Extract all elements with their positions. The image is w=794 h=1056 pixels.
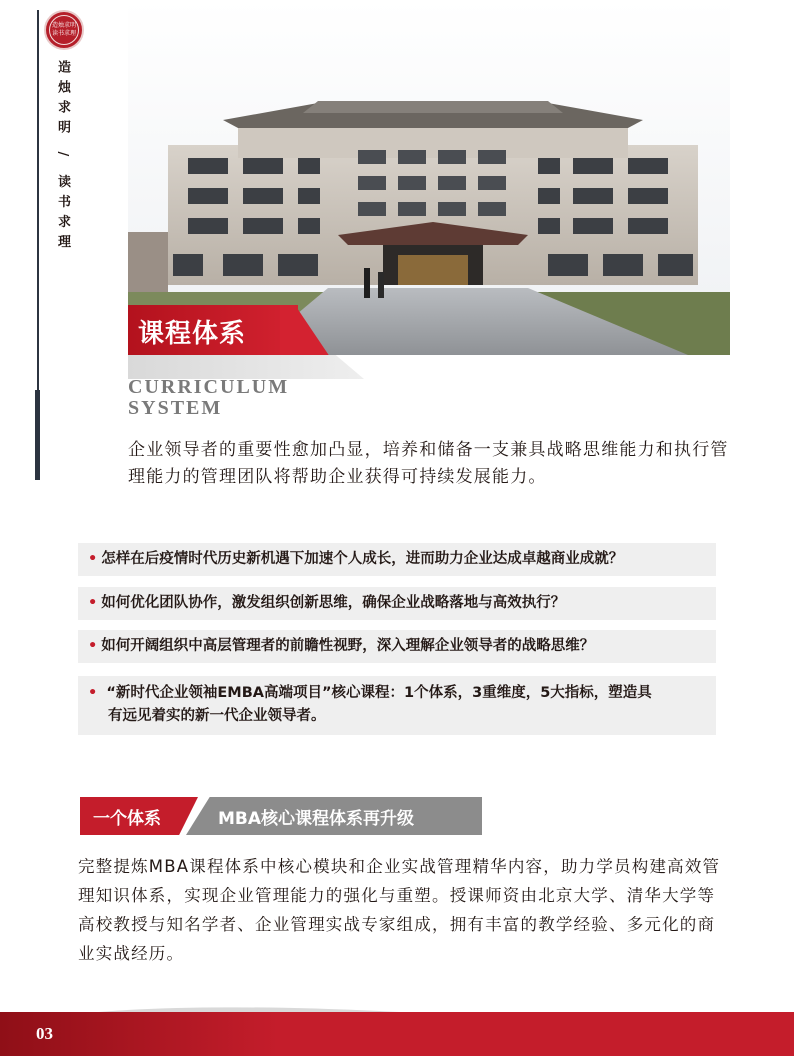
question-text: 如何优化团队协作，激发组织创新思维，确保企业战略落地与高效执行？ [101,595,566,611]
subsection-heading: MBA核心课程体系再升级 [218,809,415,829]
section-title: 课程体系 [138,319,247,349]
bullet-icon: • [88,551,98,567]
question-text: 怎样在后疫情时代历史新机遇下加速个人成长，进而助力企业达成卓越商业成就？ [101,551,624,567]
building-photo [128,0,730,355]
question-item [78,587,716,620]
intro-paragraph: 企业领导者的重要性愈加凸显，培养和储备一支兼具战略思维能力和执行管理能力的管理团队将帮助企业获得可持续发展能力。 [128,440,729,487]
seal-logo [44,10,84,50]
bullet-icon: • [88,595,98,611]
question-item [78,630,716,663]
question-item [78,543,716,576]
page-number: 03 [36,1024,53,1043]
bullet-icon: • [88,685,98,701]
subsection-tag: 一个体系 [93,809,161,829]
sidebar-line-accent [35,390,40,480]
footer-bar [0,1012,794,1056]
title-english-line1: CURRICULUM [128,376,290,398]
seal-text-line2: 读书求理 [51,30,76,37]
bullet-icon: • [88,638,98,654]
seal-text-line1: 造烛求明 [51,22,76,29]
question-text: 如何开阔组织中高层管理者的前瞻性视野，深入理解企业领导者的战略思维？ [101,638,595,654]
question-item [78,676,716,735]
section-title-english [128,377,289,419]
sidebar-motto: 造烛求明 / 读书求理 [55,60,70,255]
question-text-line2: 有远见着实的新一代企业领导者。 [108,708,326,724]
body-paragraph: 完整提炼MBA课程体系中核心模块和企业实战管理精华内容，助力学员构建高效管理知识体系，实现企业管理能力的强化与重塑。授课师资由北京大学、清华大学等高校教授与知名学者、企业管理实战专家组成，拥有丰富的教学经验、多元化的商业实战经历。 [78,857,721,963]
question-text-line1: “新时代企业领袖EMBA高端项目”核心课程：1个体系，3重维度，5大指标，塑造具 [106,685,652,701]
title-english-line2: SYSTEM [128,397,223,419]
